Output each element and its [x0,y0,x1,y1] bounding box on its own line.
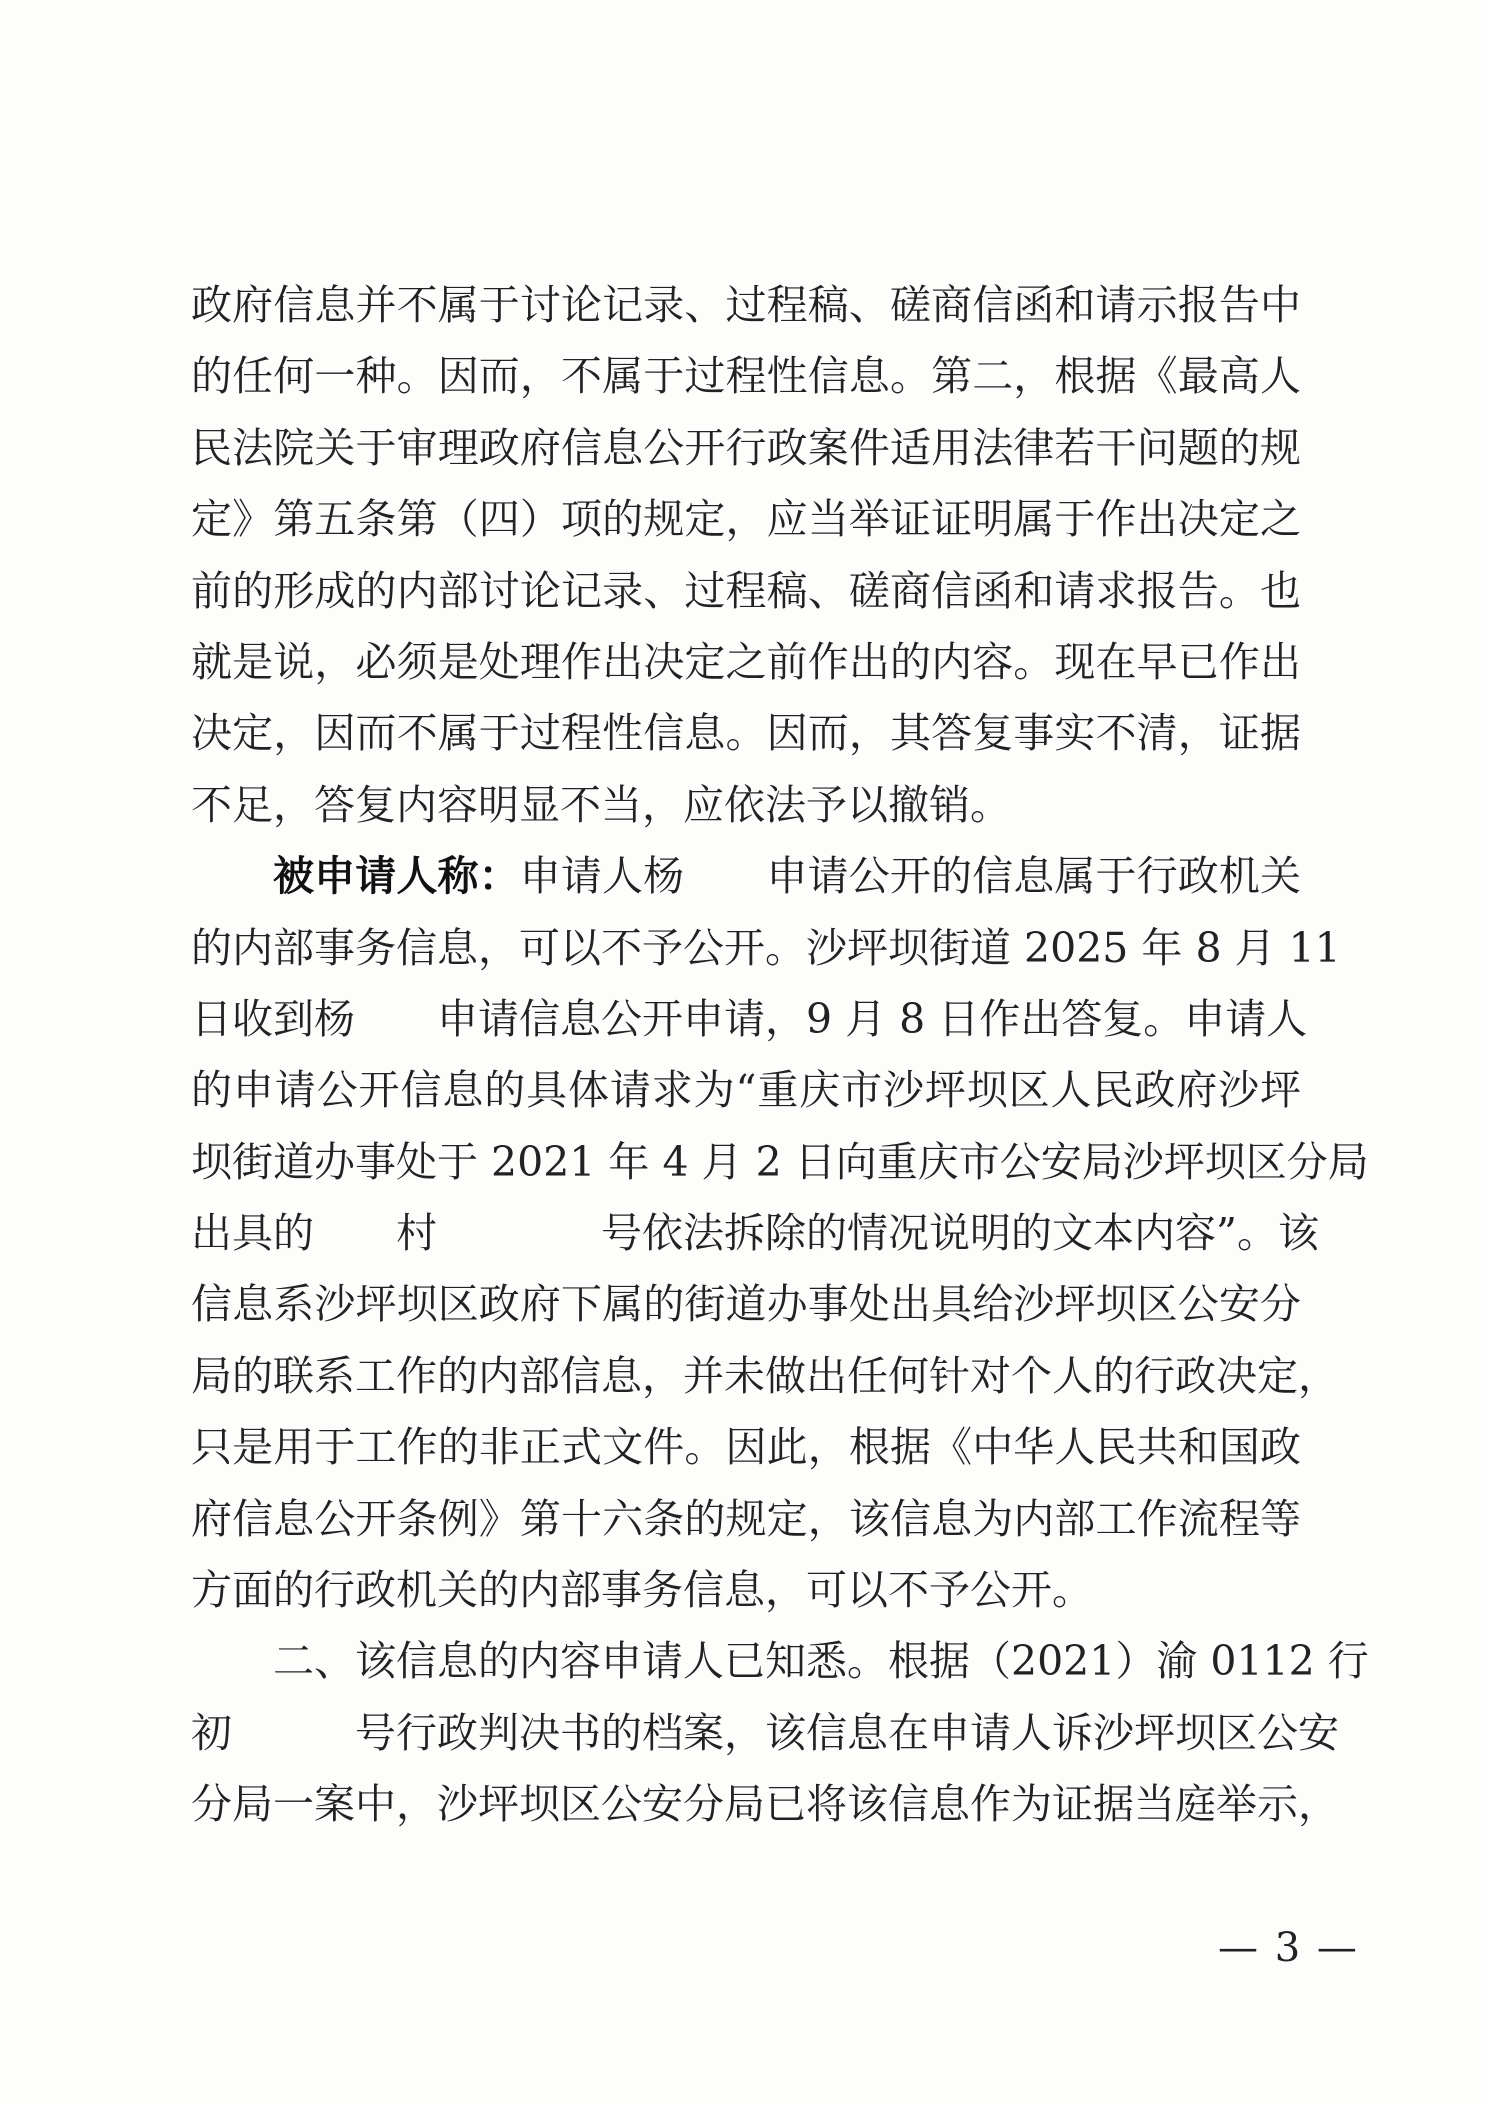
text-line: 只是用于工作的非正式文件。因此，根据《中华人民共和国政 [191,1423,1301,1472]
text-line [191,841,1301,912]
text-line: 出具的 村 号依法拆除的情况说明的文本内容”。该 [191,1209,1319,1258]
respondent-label: 被申请人称： [273,852,520,901]
text-line: 就是说，必须是处理作出决定之前作出的内容。现在早已作出 [191,637,1301,686]
text-line: 的申请公开信息的具体请求为“重庆市沙坪坝区人民政府沙坪 [191,1066,1301,1115]
text-line: 日收到杨 申请信息公开申请，9 月 8 日作出答复。申请人 [191,994,1308,1043]
text-line: 信息系沙坪坝区政府下属的街道办事处出具给沙坪坝区公安分 [191,1280,1301,1329]
text-line: 分局一案中，沙坪坝区公安分局已将该信息作为证据当庭举示， [191,1780,1339,1829]
text-line: 二、该信息的内容申请人已知悉。根据（2021）渝 0112 行 [273,1637,1369,1686]
text-line-content: 申请人杨 申请公开的信息属于行政机关 [519,852,1301,901]
text-line: 定》第五条第（四）项的规定，应当举证证明属于作出决定之 [191,495,1301,544]
text-line: 不足，答复内容明显不当，应依法予以撤销。 [191,780,1011,829]
text-line: 坝街道办事处于 2021 年 4 月 2 日向重庆市公安局沙坪坝区分局 [191,1137,1369,1186]
text-line: 决定，因而不属于过程性信息。因而，其答复事实不清，证据 [191,709,1301,758]
text-line: 前的形成的内部讨论记录、过程稿、磋商信函和请求报告。也 [191,566,1301,615]
text-line: 政府信息并不属于讨论记录、过程稿、磋商信函和请示报告中 [191,281,1301,329]
text-line: 的内部事务信息，可以不予公开。沙坪坝街道 2025 年 8 月 11 [191,923,1341,972]
text-line: 方面的行政机关的内部事务信息，可以不予公开。 [191,1566,1093,1615]
text-line: 的任何一种。因而，不属于过程性信息。第二，根据《最高人 [191,352,1301,401]
text-line: 局的联系工作的内部信息，并未做出任何针对个人的行政决定， [191,1351,1339,1400]
text-line: 初 号行政判决书的档案，该信息在申请人诉沙坪坝区公安 [191,1708,1339,1757]
text-line: 民法院关于审理政府信息公开行政案件适用法律若干问题的规 [191,423,1301,472]
text-line: 府信息公开条例》第十六条的规定，该信息为内部工作流程等 [191,1494,1301,1543]
body-text [191,270,1369,1841]
page-number: — 3 — [1218,1925,1359,1971]
